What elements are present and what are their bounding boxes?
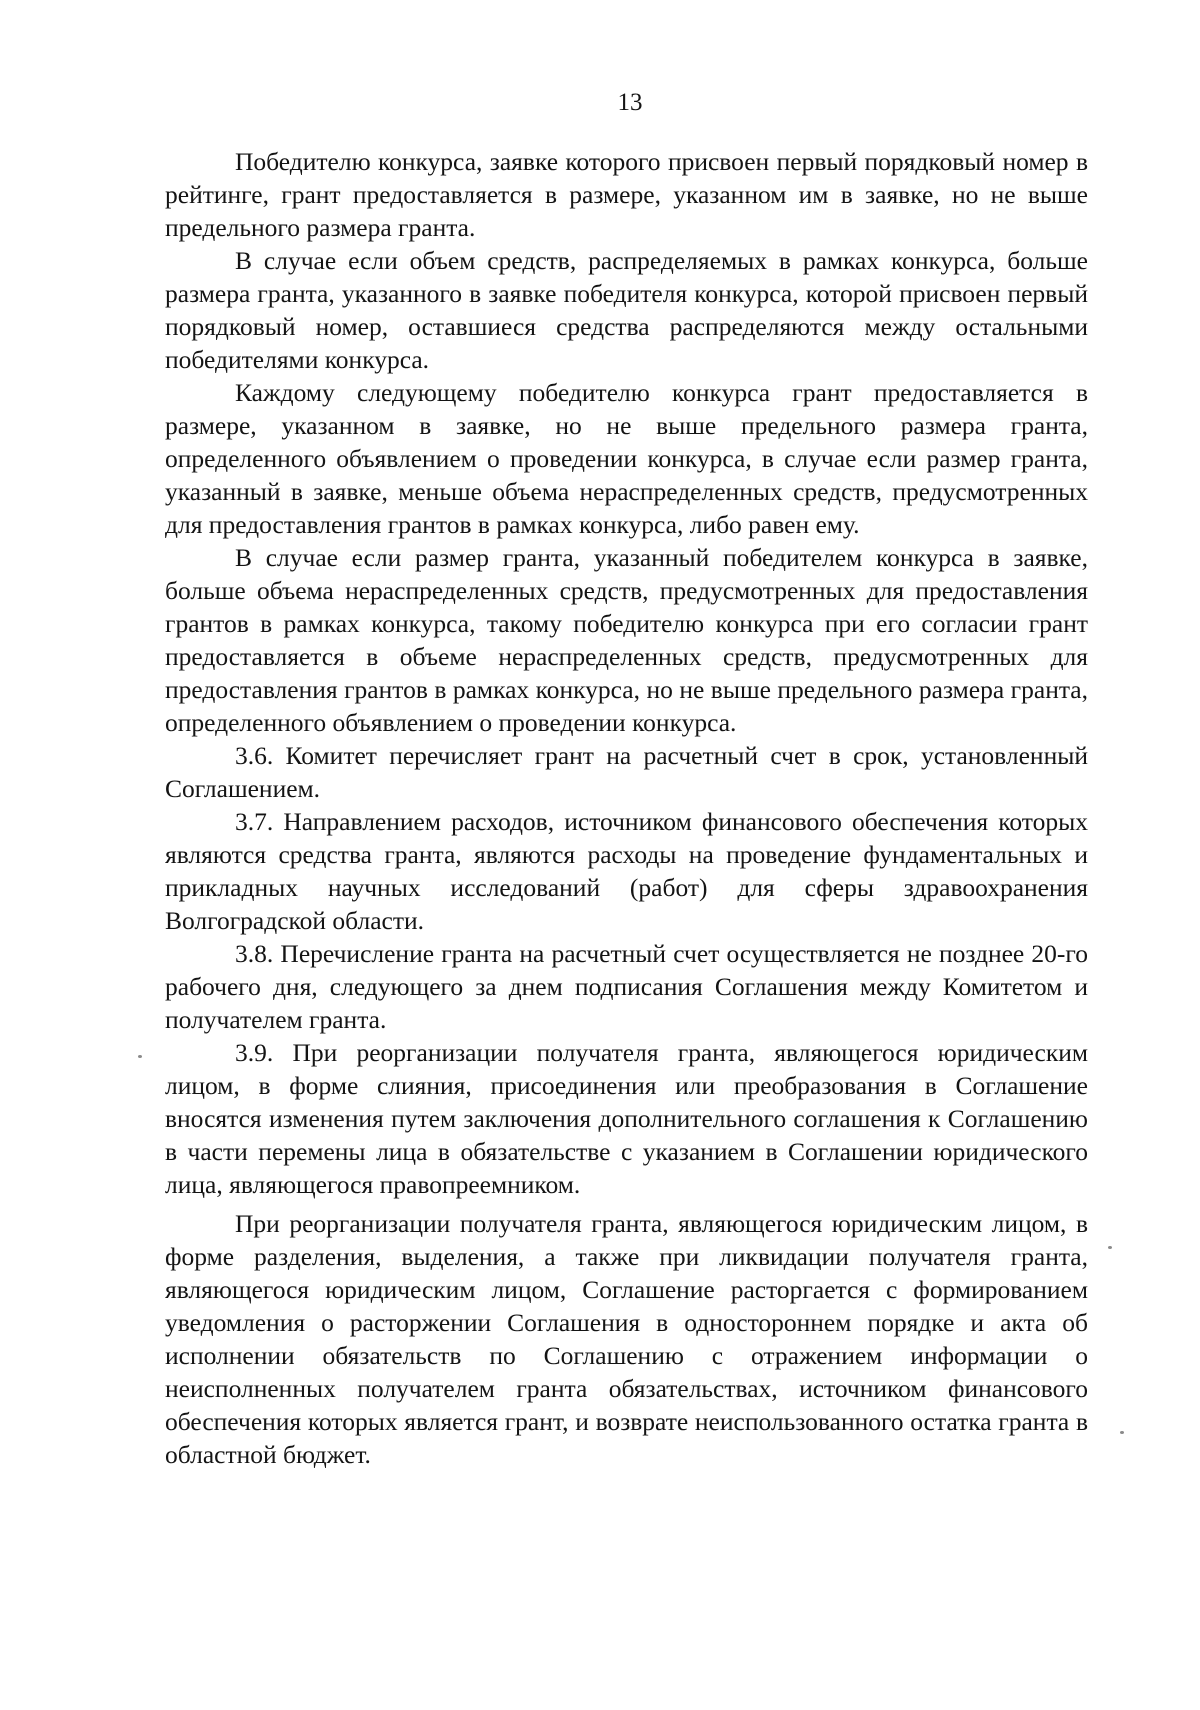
paragraph-3-7: 3.7. Направлением расходов, источником финансового обеспечения которых являются средства гранта, являются расходы на проведение фундаментальных и прикладных научных исследований (работ) для сферы здравоохранения Волгоградской области. xyxy=(165,807,1088,935)
scan-speck xyxy=(1108,1246,1112,1249)
scan-speck xyxy=(138,1055,142,1058)
document-body xyxy=(165,145,1088,1471)
paragraph-3-6: 3.6. Комитет перечисляет грант на расчетный счет в срок, установленный Соглашением. xyxy=(165,741,1088,803)
paragraph-reorganization-termination: При реорганизации получателя гранта, являющегося юридическим лицом, в форме разделения, выделения, а также при ликвидации получателя гранта, являющегося юридическим лицом, Соглашение расторгается с формированием уведомления о расторжении Соглашения в одностороннем порядке и акта об исполнении обязательств по Соглашению с отражением информации о неисполненных получателем гранта обязательствах, источником финансового обеспечения которых является грант, и возврате неиспользованного остатка гранта в областной бюджет. xyxy=(165,1209,1088,1469)
scan-speck xyxy=(1120,1431,1124,1434)
page-number: 13 xyxy=(617,89,643,116)
paragraph-3-8: 3.8. Перечисление гранта на расчетный счет осуществляется не позднее 20-го рабочего дня, следующего за днем подписания Соглашения между Комитетом и получателем гранта. xyxy=(165,939,1088,1034)
paragraph-each-next-winner: Каждому следующему победителю конкурса грант предоставляется в размере, указанном в заявке, но не выше предельного размера гранта, определенного объявлением о проведении конкурса, в случае если размер гранта, указанный в заявке, меньше объема нераспределенных средств, предусмотренных для предоставления грантов в рамках конкурса, либо равен ему. xyxy=(165,378,1088,539)
paragraph-3-9: 3.9. При реорганизации получателя гранта, являющегося юридическим лицом, в форме слияния, присоединения или преобразования в Соглашение вносятся изменения путем заключения дополнительного соглашения к Соглашению в части перемены лица в обязательстве с указанием в Соглашении юридического лица, являющегося правопреемником. xyxy=(165,1038,1088,1199)
paragraph-grant-exceeds: В случае если размер гранта, указанный победителем конкурса в заявке, больше объема нераспределенных средств, предусмотренных для предоставления грантов в рамках конкурса, такому победителю конкурса при его согласии грант предоставляется в объеме нераспределенных средств, предусмотренных для предоставления грантов в рамках конкурса, но не выше предельного размера гранта, определенного объявлением о проведении конкурса. xyxy=(165,543,1088,737)
paragraph-winner-first: Победителю конкурса, заявке которого присвоен первый порядковый номер в рейтинге, грант предоставляется в размере, указанном им в заявке, но не выше предельного размера гранта. xyxy=(165,147,1088,242)
paragraph-remaining-funds: В случае если объем средств, распределяемых в рамках конкурса, больше размера гранта, указанного в заявке победителя конкурса, которой присвоен первый порядковый номер, оставшиеся средства распределяются между остальными победителями конкурса. xyxy=(165,246,1088,374)
